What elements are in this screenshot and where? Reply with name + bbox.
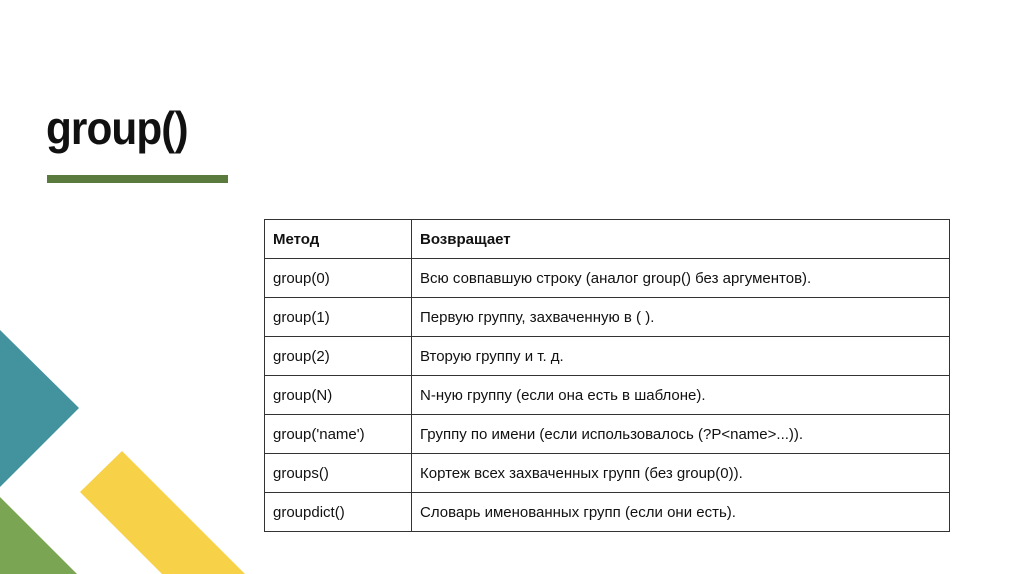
table-header-row (265, 220, 950, 259)
table-row (265, 454, 950, 493)
returns-cell: Всю совпавшую строку (аналог group() без аргументов). (412, 259, 950, 298)
method-cell: groups() (265, 454, 412, 493)
teal-triangle (0, 330, 79, 487)
table-row (265, 298, 950, 337)
table-row (265, 337, 950, 376)
method-cell: group('name') (265, 415, 412, 454)
method-cell: group(N) (265, 376, 412, 415)
table-row (265, 415, 950, 454)
header-method: Метод (265, 220, 412, 259)
returns-cell: Первую группу, захваченную в ( ). (412, 298, 950, 337)
table-row (265, 493, 950, 532)
returns-cell: Вторую группу и т. д. (412, 337, 950, 376)
green-triangle (0, 497, 77, 574)
returns-cell: Словарь именованных групп (если они есть). (412, 493, 950, 532)
slide-title: group() (46, 102, 188, 154)
yellow-band (80, 451, 245, 574)
methods-table (264, 219, 950, 532)
method-cell: group(0) (265, 259, 412, 298)
header-returns: Возвращает (412, 220, 950, 259)
table-row (265, 259, 950, 298)
table-row (265, 376, 950, 415)
returns-cell: N-ную группу (если она есть в шаблоне). (412, 376, 950, 415)
method-cell: group(2) (265, 337, 412, 376)
method-cell: group(1) (265, 298, 412, 337)
returns-cell: Группу по имени (если использовалось (?P<name>...)). (412, 415, 950, 454)
method-cell: groupdict() (265, 493, 412, 532)
returns-cell: Кортеж всех захваченных групп (без group(0)). (412, 454, 950, 493)
